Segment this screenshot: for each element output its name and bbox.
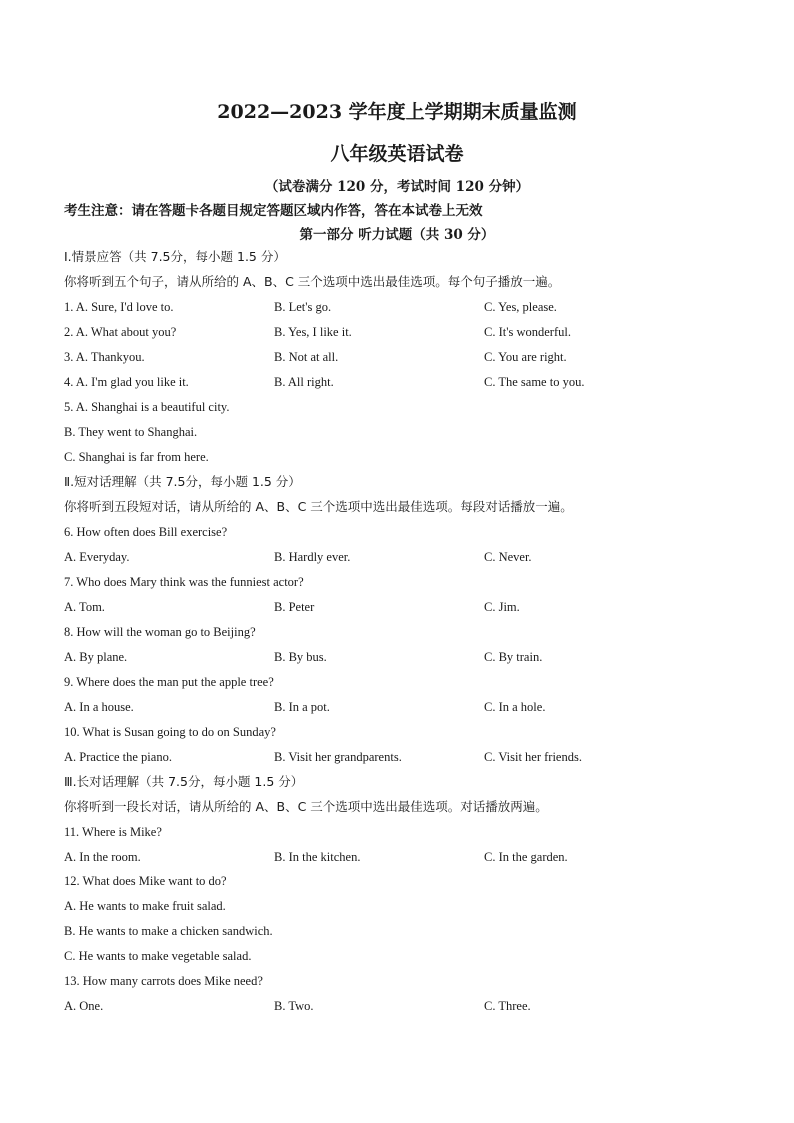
section3-instruction: 你将听到一段长对话，请从所给的 A、B、C 三个选项中选出最佳选项。对话播放两遍。 (64, 799, 548, 814)
part-heading: 第一部分 听力试题（共 30 分） (299, 227, 495, 243)
section2-heading: Ⅱ.短对话理解（共 7.5分，每小题 1.5 分） (64, 474, 301, 489)
q4-option-b: B. All right. (274, 375, 334, 389)
section1-instruction: 你将听到五个句子，请从所给的 A、B、C 三个选项中选出最佳选项。每个句子播放一遍。 (64, 274, 561, 289)
q3-option-a: 3. A. Thankyou. (64, 350, 145, 364)
exam-subject-title: 八年级英语试卷 (330, 143, 464, 165)
q8-stem: 8. How will the woman go to Beijing? (64, 625, 256, 639)
q9-option-c: C. In a hole. (484, 700, 546, 714)
candidate-notice: 考生注意：请在答题卡各题目规定答题区域内作答，答在本试卷上无效 (64, 203, 483, 219)
section1-heading: Ⅰ.情景应答（共 7.5分，每小题 1.5 分） (64, 249, 286, 264)
exam-subtitle: （试卷满分 120 分，考试时间 120 分钟） (264, 179, 530, 195)
q3-option-b: B. Not at all. (274, 350, 339, 364)
q7-option-b: B. Peter (274, 600, 315, 614)
q6-option-a: A. Everyday. (64, 550, 130, 564)
q2-option-c: C. It's wonderful. (484, 325, 571, 339)
q9-stem: 9. Where does the man put the apple tree? (64, 675, 274, 689)
q12-option-b: B. He wants to make a chicken sandwich. (64, 924, 273, 938)
q6-option-b: B. Hardly ever. (274, 550, 351, 564)
q4-option-a: 4. A. I'm glad you like it. (64, 375, 189, 389)
q6-stem: 6. How often does Bill exercise? (64, 525, 228, 539)
q4-option-c: C. The same to you. (484, 375, 585, 389)
exam-title: 2022—2023 学年度上学期期末质量监测 (217, 101, 577, 123)
q3-option-c: C. You are right. (484, 350, 567, 364)
q7-option-c: C. Jim. (484, 600, 520, 614)
q6-option-c: C. Never. (484, 550, 532, 564)
q13-option-b: B. Two. (274, 999, 314, 1013)
q1-option-b: B. Let's go. (274, 300, 332, 314)
q10-option-b: B. Visit her grandparents. (274, 750, 402, 764)
section2-instruction: 你将听到五段短对话，请从所给的 A、B、C 三个选项中选出最佳选项。每段对话播放一遍。 (64, 499, 573, 514)
q5-option-c: C. Shanghai is far from here. (64, 450, 209, 464)
q11-option-b: B. In the kitchen. (274, 850, 361, 864)
q7-option-a: A. Tom. (64, 600, 105, 614)
q11-option-a: A. In the room. (64, 850, 141, 864)
section3-heading: Ⅲ.长对话理解（共 7.5分，每小题 1.5 分） (64, 774, 304, 789)
q10-stem: 10. What is Susan going to do on Sunday? (64, 725, 276, 739)
q2-option-b: B. Yes, I like it. (274, 325, 352, 339)
q11-option-c: C. In the garden. (484, 850, 568, 864)
q12-option-c: C. He wants to make vegetable salad. (64, 949, 252, 963)
q13-option-c: C. Three. (484, 999, 531, 1013)
q1-option-a: 1. A. Sure, I'd love to. (64, 300, 174, 314)
q5-option-b: B. They went to Shanghai. (64, 425, 198, 439)
q10-option-c: C. Visit her friends. (484, 750, 582, 764)
q11-stem: 11. Where is Mike? (64, 825, 162, 839)
q5-option-a: 5. A. Shanghai is a beautiful city. (64, 400, 230, 414)
q10-option-a: A. Practice the piano. (64, 750, 172, 764)
q1-option-c: C. Yes, please. (484, 300, 557, 314)
q7-stem: 7. Who does Mary think was the funniest actor? (64, 575, 304, 589)
q2-option-a: 2. A. What about you? (64, 325, 177, 339)
q12-option-a: A. He wants to make fruit salad. (64, 899, 226, 913)
q8-option-c: C. By train. (484, 650, 543, 664)
q8-option-b: B. By bus. (274, 650, 327, 664)
q12-stem: 12. What does Mike want to do? (64, 874, 227, 888)
q13-option-a: A. One. (64, 999, 104, 1013)
q8-option-a: A. By plane. (64, 650, 128, 664)
q9-option-b: B. In a pot. (274, 700, 330, 714)
q9-option-a: A. In a house. (64, 700, 134, 714)
q13-stem: 13. How many carrots does Mike need? (64, 974, 263, 988)
